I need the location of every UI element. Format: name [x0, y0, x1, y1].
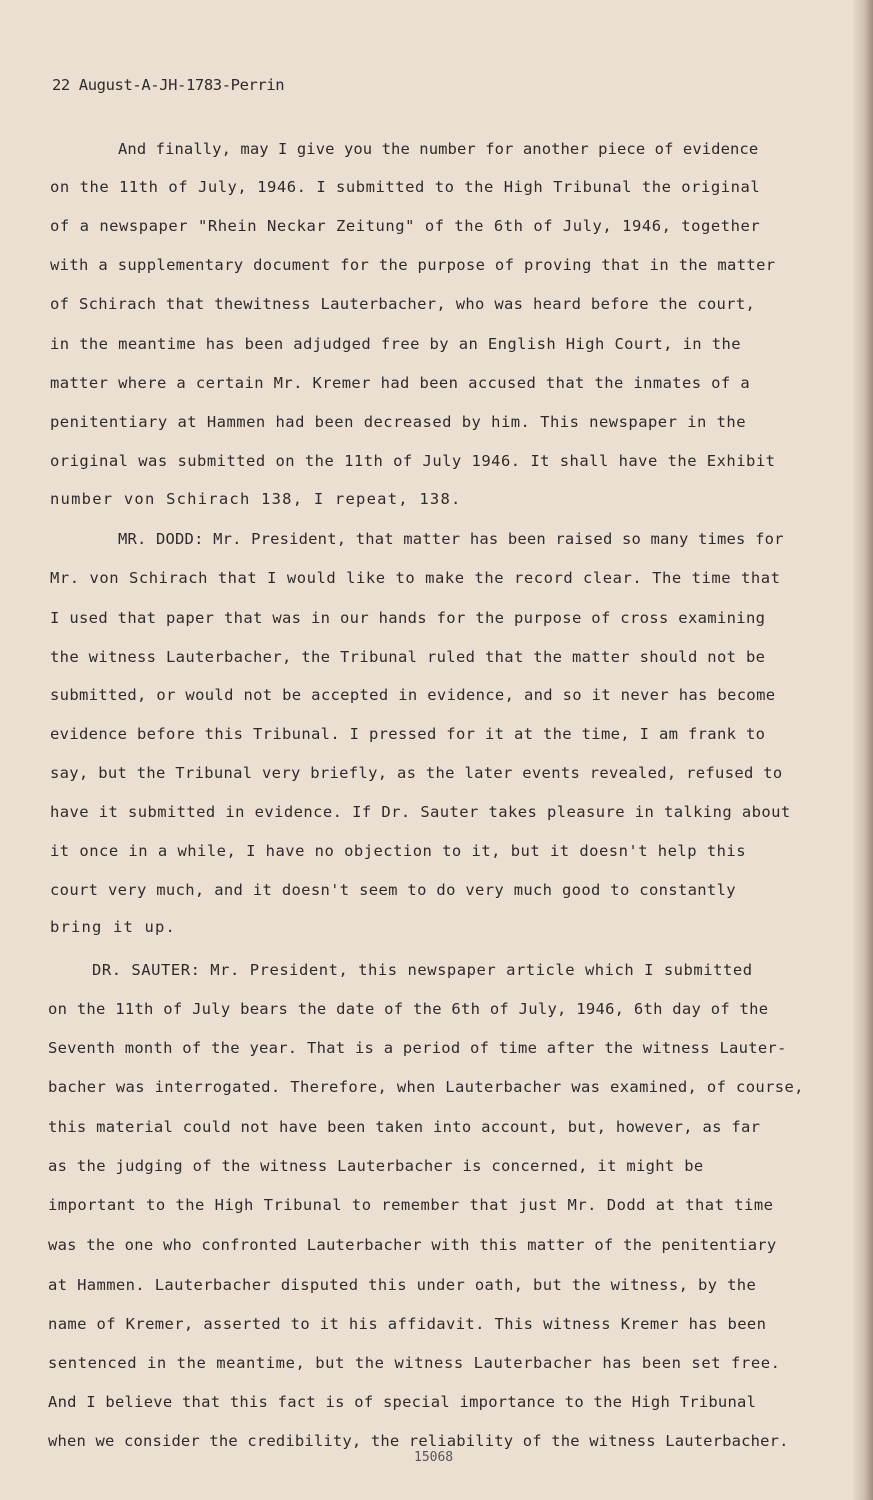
- speaker-line-sauter: DR. SAUTER: Mr. President, this newspaper article which I submitted: [92, 961, 753, 979]
- text-line: I used that paper that was in our hands for the purpose of cross examining: [50, 609, 766, 627]
- text-line: important to the High Tribunal to remember that just Mr. Dodd at that time: [48, 1196, 774, 1214]
- text-line: say, but the Tribunal very briefly, as the later events revealed, refused to: [50, 764, 783, 782]
- text-line: as the judging of the witness Lauterbacher is concerned, it might be: [48, 1157, 704, 1175]
- text-line: bring it up.: [50, 918, 176, 936]
- text-line: court very much, and it doesn't seem to do very much good to constantly: [50, 881, 736, 899]
- text-line: Seventh month of the year. That is a period of time after the witness Lauter-: [48, 1039, 787, 1057]
- text-line: of a newspaper "Rhein Neckar Zeitung" of the 6th of July, 1946, together: [50, 217, 761, 235]
- text-line: And I believe that this fact is of special importance to the High Tribunal: [48, 1393, 757, 1411]
- text-line: at Hammen. Lauterbacher disputed this under oath, but the witness, by the: [48, 1276, 757, 1294]
- text-line: penitentiary at Hammen had been decreased by him. This newspaper in the: [50, 413, 747, 431]
- text-line: when we consider the credibility, the reliability of the witness Lauterbacher.: [48, 1432, 789, 1450]
- text-line: submitted, or would not be accepted in evidence, and so it never has become: [50, 686, 776, 704]
- text-line: sentenced in the meantime, but the witness Lauterbacher has been set free.: [48, 1354, 781, 1372]
- text-line: name of Kremer, asserted to it his affidavit. This witness Kremer has been: [48, 1315, 767, 1333]
- speaker-line-dodd: MR. DODD: Mr. President, that matter has been raised so many times for: [118, 530, 784, 548]
- text-line: bacher was interrogated. Therefore, when Lauterbacher was examined, of course,: [48, 1078, 804, 1096]
- text-line: the witness Lauterbacher, the Tribunal ruled that the matter should not be: [50, 648, 766, 666]
- text-line: matter where a certain Mr. Kremer had been accused that the inmates of a: [50, 374, 751, 392]
- text-line: it once in a while, I have no objection to it, but it doesn't help this: [50, 842, 747, 860]
- text-line: of Schirach that thewitness Lauterbacher, who was heard before the court,: [50, 295, 756, 313]
- page-number: 15068: [414, 1450, 454, 1465]
- page-edge-shadow: [853, 0, 873, 1500]
- text-line: on the 11th of July, 1946. I submitted to the High Tribunal the original: [50, 178, 761, 196]
- text-line: And finally, may I give you the number for another piece of evidence: [118, 140, 759, 158]
- text-line: Mr. von Schirach that I would like to make the record clear. The time that: [50, 569, 781, 587]
- text-line: in the meantime has been adjudged free by an English High Court, in the: [50, 335, 741, 353]
- text-line: have it submitted in evidence. If Dr. Sauter takes pleasure in talking about: [50, 803, 791, 821]
- text-line: original was submitted on the 11th of July 1946. It shall have the Exhibit: [50, 452, 776, 470]
- text-line: with a supplementary document for the purpose of proving that in the matter: [50, 256, 776, 274]
- text-line: was the one who confronted Lauterbacher with this matter of the penitentiary: [48, 1236, 777, 1254]
- text-line: this material could not have been taken into account, but, however, as far: [48, 1118, 761, 1136]
- page-header: 22 August-A-JH-1783-Perrin: [52, 76, 285, 94]
- text-line: on the 11th of July bears the date of the 6th of July, 1946, 6th day of the: [48, 1000, 769, 1018]
- text-line: evidence before this Tribunal. I pressed for it at the time, I am frank to: [50, 725, 766, 743]
- text-line: number von Schirach 138, I repeat, 138.: [50, 490, 462, 508]
